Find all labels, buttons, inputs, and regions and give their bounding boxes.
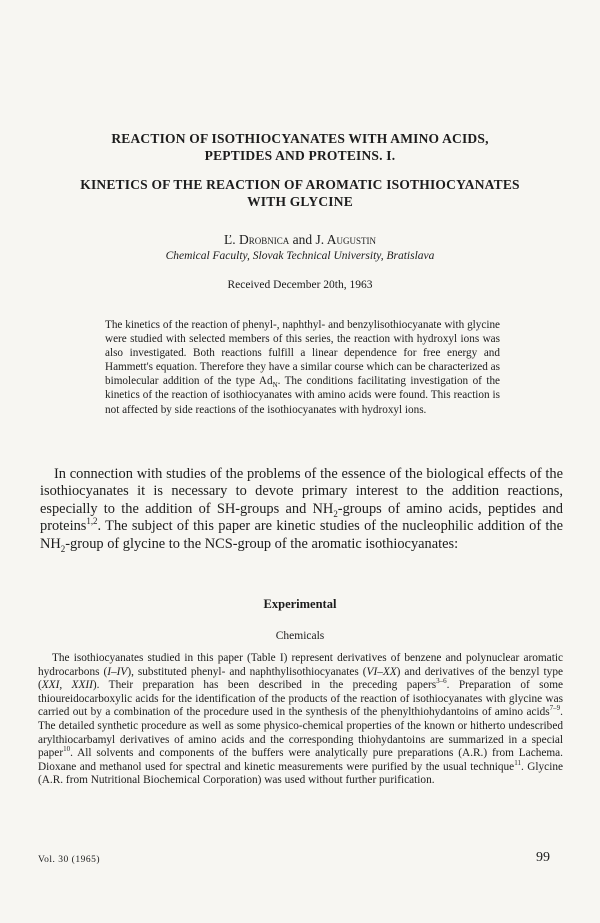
author-2: J. Augustin: [315, 232, 376, 247]
chem-text-8: . Glycine (A.R. from Nutritional Biochemical Corporation) was used without further purification.: [38, 760, 563, 787]
page-number: 99: [536, 850, 550, 865]
title-line-1: REACTION OF ISOTHIOCYANATES WITH AMINO ACIDS,: [111, 131, 489, 146]
author-1: Ľ. Drobnica: [223, 232, 290, 247]
chemicals-paragraph: [38, 652, 563, 788]
intro-paragraph: [40, 466, 563, 553]
abstract-text-1: The kinetics of the reaction of phenyl-, naphthyl- and benzylisothiocyanate with glycine were studied with selected members of this series, the reaction with hydroxyl ions was also investigated. Both reactions fulfill a linear dependence for free energy and Hammett's equation. Therefore they have a similar course which can be characterized as bimolecular addition of the type Ad: [105, 319, 500, 388]
subtitle-line-2: WITH GLYCINE: [247, 194, 353, 209]
intro-text-3: . The subject of this paper are kinetic studies of the nucleophilic addition of the NH: [40, 518, 563, 552]
intro-citation-1: 1,2: [86, 516, 98, 527]
chem-citation-3: 10: [63, 745, 71, 754]
journal-volume: Vol. 30 (1965): [38, 855, 100, 865]
chem-text-1: The isothiocyanates studied in this paper (Table I) represent derivatives of benzene and polynuclear aromatic hydrocarbons (: [38, 652, 563, 678]
affiliation: Chemical Faculty, Slovak Technical University, Bratislava: [165, 250, 435, 262]
intro-subscript-1: 2: [333, 508, 338, 519]
chem-citation-1: 3–6: [436, 677, 447, 686]
chem-text-3: ) and derivatives of the benzyl type (: [38, 665, 563, 692]
title-line-2: PEPTIDES AND PROTEINS. I.: [204, 148, 396, 163]
section-heading-experimental: Experimental: [263, 597, 337, 611]
chem-text-2: ), substituted phenyl- and naphthylisothiocyanates (: [127, 665, 367, 678]
chem-text-4: ). Their preparation has been described in the preceding papers: [92, 679, 437, 692]
author-separator: and: [289, 232, 316, 247]
chem-roman-3: XXI, XXII: [41, 679, 93, 692]
chem-text-7: . All solvents and components of the buffers were analytically pure preparations (A.R.) from Lachema. Dioxane and methanol used for spectral and kinetic measurements were purified by the usual technique: [38, 747, 563, 773]
intro-text-1: In connection with studies of the problems of the essence of the biological effects of the isothiocyanates it is necessary to devote primary interest to the addition reactions, especially to the addition of SH-groups and NH: [40, 466, 563, 517]
subsection-heading-chemicals: Chemicals: [275, 630, 325, 642]
chem-citation-4: 11: [514, 758, 521, 767]
abstract-text-2: . The conditions facilitating investigation of the kinetics of the reaction of isothiocyanates with amino acids were found. This reaction is not affected by side reactions of the isothiocyanates with hydroxyl ions.: [105, 375, 501, 416]
intro-text-2: -groups of amino acids, peptides and proteins: [40, 500, 563, 535]
chem-citation-2: 7–9: [549, 704, 561, 713]
intro-text-4: -group of glycine to the NCS-group of the aromatic isothiocyanates:: [65, 535, 459, 552]
abstract: [105, 318, 500, 417]
received-date: Received December 20th, 1963: [227, 279, 373, 291]
chem-roman-2: VI–XX: [366, 665, 397, 678]
authors: [0, 232, 600, 248]
article-title: [40, 130, 560, 164]
chem-roman-1: I–IV: [107, 665, 128, 678]
article-subtitle: [40, 176, 560, 210]
chem-text-6: . The detailed synthetic procedure as well as some physico-chemical properties of the known or hitherto undescribed arylthiocarbamyl derivatives of amino acids and the corresponding thiohydantoins are summarized in a special paper: [38, 706, 563, 760]
intro-subscript-2: 2: [60, 543, 66, 554]
abstract-subscript: N: [272, 381, 278, 390]
subtitle-line-1: KINETICS OF THE REACTION OF AROMATIC ISOTHIOCYANATES: [80, 177, 520, 192]
chem-text-5: . Preparation of some thioureidocarboxylic acids for the identification of the products of the reaction of isothiocyanates with glycine was carried out by a combination of the procedure used in the synthesis of the phenylthiohydantoins of amino acids: [38, 679, 563, 719]
